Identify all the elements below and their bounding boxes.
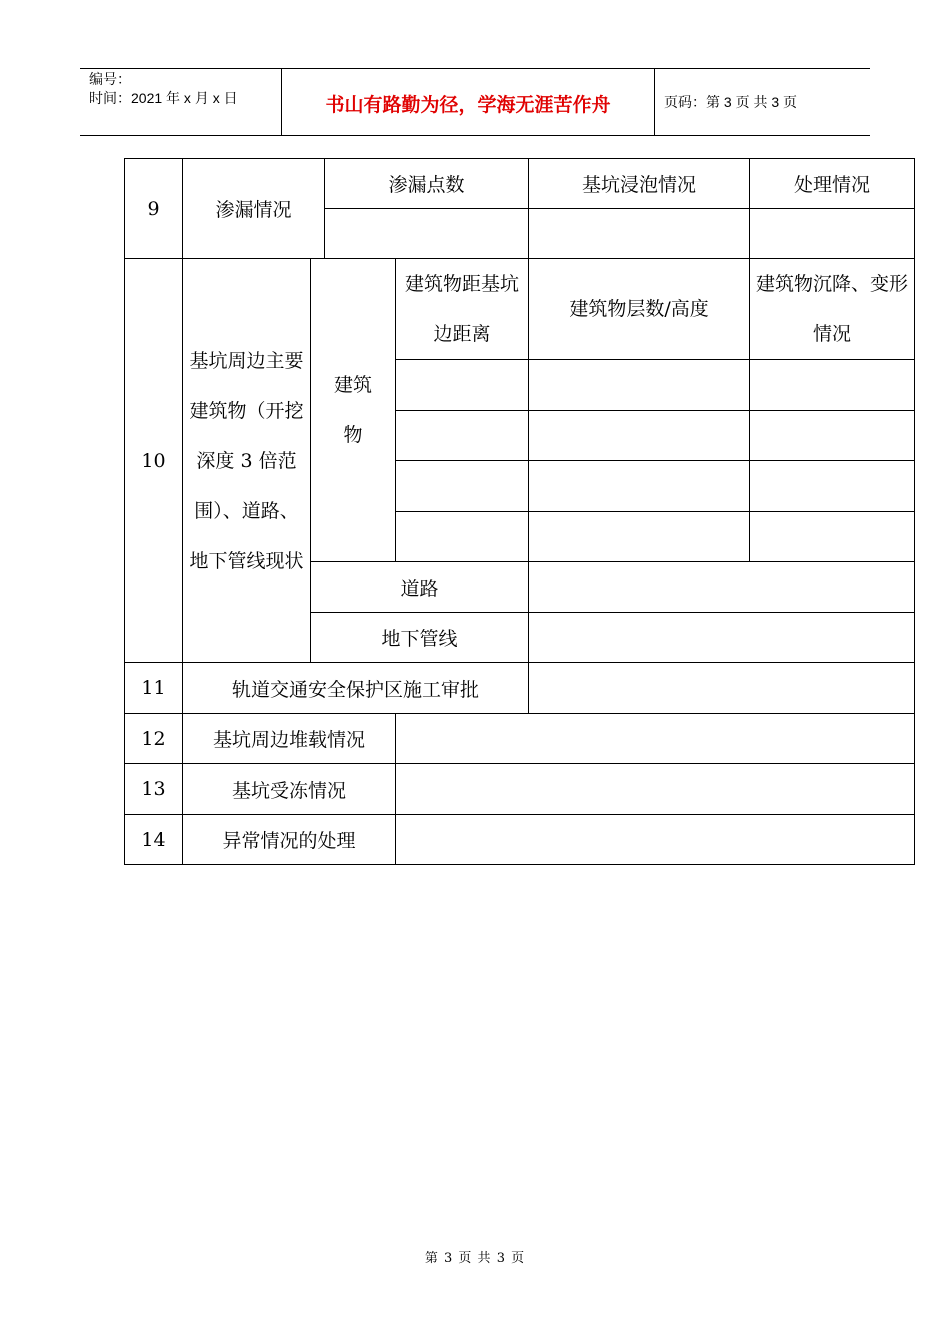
column-header-text: 建筑物沉降、变形情况	[756, 273, 909, 345]
item-label	[183, 259, 311, 663]
value-cell[interactable]	[396, 512, 529, 562]
value-cell[interactable]	[529, 360, 750, 411]
row-number: 13	[125, 764, 183, 815]
value-cell[interactable]	[396, 764, 915, 815]
header-top-rule	[80, 68, 870, 69]
row-number: 9	[125, 159, 183, 259]
column-header-text: 建筑物层数/高度	[569, 298, 709, 320]
item-label: 异常情况的处理	[183, 815, 396, 865]
value-cell[interactable]	[529, 562, 915, 613]
column-header-text: 建筑物距基坑边距离	[405, 273, 520, 345]
table-row	[125, 714, 915, 764]
value-cell[interactable]	[750, 360, 915, 411]
value-cell[interactable]	[396, 714, 915, 764]
value-cell[interactable]	[396, 815, 915, 865]
page-info: 页码：第 3 页 共 3 页	[664, 94, 798, 110]
column-header	[396, 259, 529, 360]
item-label: 基坑周边堆载情况	[183, 714, 396, 764]
value-cell[interactable]	[750, 411, 915, 461]
table-row	[125, 815, 915, 865]
inspection-table	[124, 158, 915, 865]
page-footer: 第 3 页 共 3 页	[424, 1251, 526, 1266]
table-row	[125, 764, 915, 815]
table-row	[125, 663, 915, 714]
value-cell[interactable]	[529, 663, 915, 714]
time-label: 时间：2021 年 x 月 x 日	[89, 90, 238, 106]
row-number: 11	[125, 663, 183, 714]
value-cell[interactable]	[750, 461, 915, 512]
header-bottom-rule	[80, 135, 870, 136]
item-label-text: 基坑周边主要建筑物（开挖深度 3 倍范围）、道路、地下管线现状	[189, 349, 304, 572]
value-cell[interactable]	[396, 411, 529, 461]
column-header: 处理情况	[750, 159, 915, 209]
value-cell[interactable]	[529, 209, 750, 259]
value-cell[interactable]	[529, 613, 915, 663]
header-separator	[654, 68, 655, 136]
value-cell[interactable]	[396, 461, 529, 512]
building-label	[311, 259, 396, 562]
value-cell[interactable]	[396, 360, 529, 411]
column-header	[529, 259, 750, 360]
header-motto: 书山有路勤为径，学海无涯苦作舟	[325, 94, 611, 116]
column-header: 基坑浸泡情况	[529, 159, 750, 209]
item-label: 渗漏情况	[183, 159, 325, 259]
table-row	[125, 259, 915, 360]
value-cell[interactable]	[529, 512, 750, 562]
road-label: 道路	[311, 562, 529, 613]
number-label: 编号：	[89, 71, 131, 87]
item-label: 轨道交通安全保护区施工审批	[183, 663, 529, 714]
row-number: 12	[125, 714, 183, 764]
value-cell[interactable]	[529, 461, 750, 512]
pipeline-label: 地下管线	[311, 613, 529, 663]
value-cell[interactable]	[750, 512, 915, 562]
value-cell[interactable]	[750, 209, 915, 259]
table-row	[125, 159, 915, 209]
value-cell[interactable]	[325, 209, 529, 259]
header-left	[89, 70, 238, 108]
item-label: 基坑受冻情况	[183, 764, 396, 815]
column-header	[750, 259, 915, 360]
row-number: 10	[125, 259, 183, 663]
column-header: 渗漏点数	[325, 159, 529, 209]
row-number: 14	[125, 815, 183, 865]
value-cell[interactable]	[529, 411, 750, 461]
building-label-text: 建筑物	[334, 374, 373, 446]
